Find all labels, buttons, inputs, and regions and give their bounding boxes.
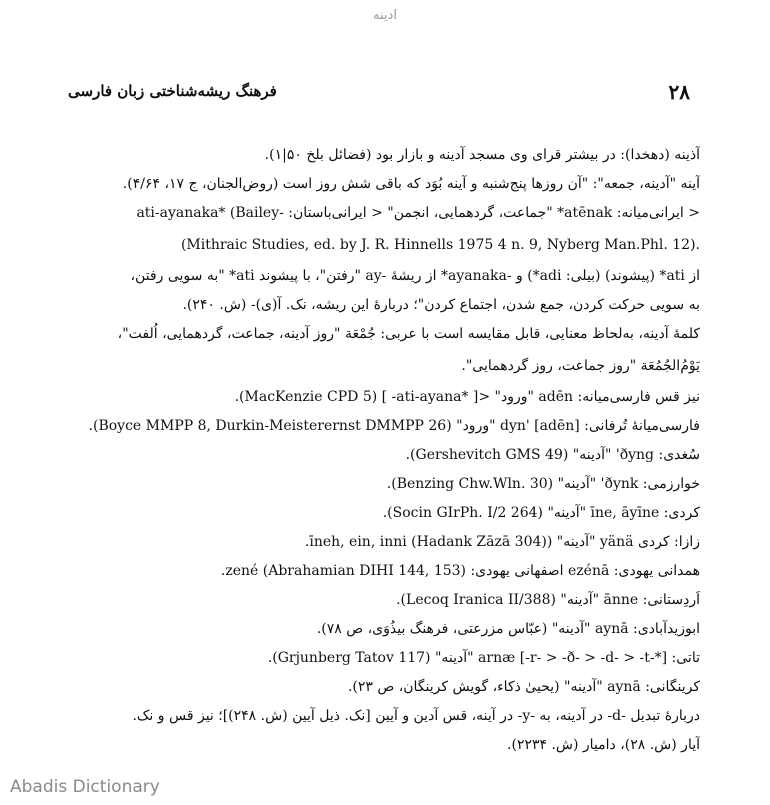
watermark-label: Abadis Dictionary bbox=[10, 777, 160, 797]
text-line: کردی: īne, āyīne "آدینه" (Socin GIrPh. I/2 264). bbox=[382, 505, 700, 521]
running-title: فرهنگ ریشه‌شناختی زبان فارسی bbox=[68, 82, 277, 100]
entry-body bbox=[66, 141, 700, 760]
text-line: نیز قس فارسی‌میانه: adēn "ورود" <[ *ati-ayana- ] (MacKenzie CPD 5). bbox=[234, 389, 700, 405]
text-line: آذینه (دهخدا): در بیشتر قرای وی مسجد آدینه و بازار بود (فضائل بلخ ۵۰|۱). bbox=[264, 147, 700, 163]
text-line: یَوْمُ‌الجُمُعَة "روز جماعت، روز گردهمایی". bbox=[461, 358, 700, 374]
text-line: سُغدی: ðyng' "آدینه" (Gershevitch GMS 49). bbox=[405, 447, 700, 463]
text-line: (Mithraic Studies, ed. by J. R. Hinnells 1975 4 n. 9, Nyberg Man.Phl. 12). bbox=[180, 237, 700, 253]
text-line: به سویی حرکت کردن، جمع شدن، اجتماع کردن"؛ دربارهٔ این ریشه، نک. آ(ی)- (ش. ۲۴۰). bbox=[182, 297, 700, 313]
text-line: آینه "آدینه، جمعه": "آن روزها پنج‌شنبه و آینه بُوَد که باقی شش روز است (روض‌الجنان، ج ۱۷، ۴/۶۴). bbox=[122, 176, 700, 192]
text-line: ابوزیدآبادی: aynā "آدینه" (عبّاس مزرعتی، فرهنگ بیذُوَی، ص ۷۸). bbox=[316, 621, 700, 637]
text-line: زازا: کردی yänä "آدینه" (īneh, ein, inni (Hadank Zāzā 304). bbox=[304, 534, 700, 550]
text-line: همدانی یهودی: ezénā اصفهانی یهودی: zené (Abrahamian DIHI 144, 153). bbox=[220, 563, 700, 579]
site-header-word: ادینه bbox=[373, 8, 397, 23]
text-line: کرینگانی: aynā "آدینه" (یحییٰ ذکاء، گویش کرینگان، ص ۲۳). bbox=[347, 679, 700, 695]
page-header bbox=[68, 80, 690, 104]
text-line: اَردِستانی: ānne "آدینه" (Lecoq Iranica II/388). bbox=[396, 592, 700, 608]
text-line: آیار (ش. ۲۸)، دامیار (ش. ۲۲۳۴). bbox=[507, 737, 700, 753]
text-line: < ایرانی‌میانه: atēnak* "جماعت، گردهمایی، انجمن" < ایرانی‌باستان: -ati-ayanaka* (Bailey bbox=[136, 205, 700, 221]
text-line: تاتی: arnæ [-r- > -ð- > -d- > -t-*] "آدینه" (Grjunberg Tatov 117). bbox=[267, 650, 700, 666]
text-line: از ati* (پیشوند) (بیلی: adi*) و -ayanaka* از ریشهٔ -ay "رفتن"، با پیشوند ati* "به سویی رفتن، bbox=[130, 268, 700, 284]
text-line: دربارهٔ تبدیل -d- در آدینه، به -y- در آینه، قس آدین و آیین [نک. ذیل آیین (ش. ۲۴۸)]؛ نیز قس و نک. bbox=[132, 708, 700, 724]
text-line: فارسی‌میانهٔ تُرفانی: dyn' [adēn] "ورود" (Boyce MMPP 8, Durkin-Meisterernst DMMPP 26). bbox=[88, 418, 700, 434]
page-number: ۲۸ bbox=[668, 80, 690, 104]
text-line: کلمهٔ آدینه، به‌لحاظ معنایی، قابل مقایسه است با عربی: جُمْعَة "روز آدینه، جماعت، گردهمایی، اُلفت"، bbox=[117, 326, 700, 342]
text-line: خوارزمی: ðynk' "آدینه" (Benzing Chw.Wln. 30). bbox=[386, 476, 700, 492]
